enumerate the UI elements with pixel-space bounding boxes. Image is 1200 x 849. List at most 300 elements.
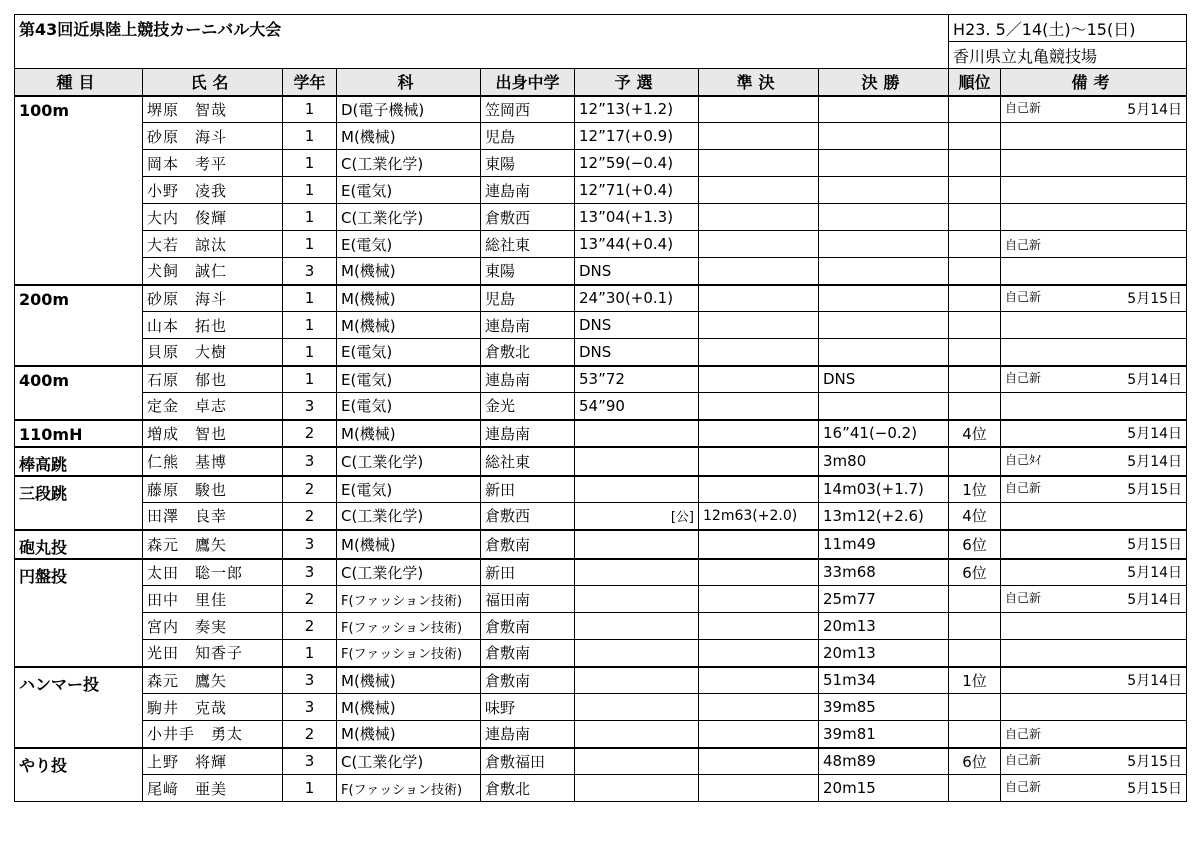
remarks-cell — [1001, 476, 1187, 503]
remark-date: 5月15日 — [1127, 482, 1183, 499]
table-row — [15, 177, 1187, 204]
final-cell: 16”41(−0.2) — [819, 420, 949, 447]
table-row — [15, 285, 1187, 312]
remarks-cell — [1001, 258, 1187, 285]
col-header-name: 氏名 — [143, 69, 283, 96]
semi-cell — [699, 586, 819, 613]
school-cell: 倉敷福田 — [481, 748, 575, 775]
athlete-name: 砂原 海斗 — [143, 285, 283, 312]
final-cell: 3m80 — [819, 447, 949, 476]
rank-cell — [949, 231, 1001, 258]
semi-cell — [699, 312, 819, 339]
table-row — [15, 204, 1187, 231]
event-cell: 110mH — [15, 420, 143, 447]
remarks-cell — [1001, 667, 1187, 694]
remarks-cell — [1001, 447, 1187, 476]
school-cell: 連島南 — [481, 366, 575, 393]
remarks-cell — [1001, 96, 1187, 123]
grade-cell: 2 — [283, 420, 337, 447]
rank-cell — [949, 393, 1001, 420]
table-row — [15, 393, 1187, 420]
semi-cell — [699, 694, 819, 721]
athlete-name: 尾﨑 亜美 — [143, 775, 283, 802]
dept-cell: C(工業化学) — [337, 559, 481, 586]
event-cell: 棒高跳 — [15, 447, 143, 476]
prelim-cell — [575, 775, 699, 802]
prelim-cell: 24”30(+0.1) — [575, 285, 699, 312]
rank-cell: 6位 — [949, 748, 1001, 775]
prelim-cell — [575, 586, 699, 613]
col-header-dept: 科 — [337, 69, 481, 96]
prelim-cell — [575, 667, 699, 694]
rank-cell — [949, 123, 1001, 150]
dept-cell: M(機械) — [337, 420, 481, 447]
school-cell: 連島南 — [481, 312, 575, 339]
athlete-name: 森元 鷹矢 — [143, 530, 283, 559]
grade-cell: 3 — [283, 559, 337, 586]
remarks-cell — [1001, 420, 1187, 447]
athlete-name: 駒井 克哉 — [143, 694, 283, 721]
remark-note: 自己新 — [1005, 753, 1042, 768]
dept-cell: C(工業化学) — [337, 503, 481, 530]
athlete-name: 田中 里佳 — [143, 586, 283, 613]
final-cell: 20m13 — [819, 640, 949, 667]
athlete-name: 田澤 良幸 — [143, 503, 283, 530]
school-cell: 児島 — [481, 285, 575, 312]
remark-note: 自己新 — [1005, 237, 1042, 252]
athlete-name: 小井手 勇太 — [143, 721, 283, 748]
semi-cell — [699, 613, 819, 640]
table-row — [15, 721, 1187, 748]
rank-cell — [949, 285, 1001, 312]
semi-cell — [699, 150, 819, 177]
dept-cell: E(電気) — [337, 366, 481, 393]
grade-cell: 3 — [283, 530, 337, 559]
athlete-name: 宮内 奏実 — [143, 613, 283, 640]
remarks-cell — [1001, 177, 1187, 204]
school-cell: 東陽 — [481, 258, 575, 285]
dept-cell: C(工業化学) — [337, 150, 481, 177]
prelim-cell: 54”90 — [575, 393, 699, 420]
prelim-cell — [575, 559, 699, 586]
meet-date: H23. 5／14(土)〜15(日) — [949, 15, 1187, 42]
grade-cell: 2 — [283, 721, 337, 748]
final-cell: 20m15 — [819, 775, 949, 802]
rank-cell — [949, 721, 1001, 748]
col-header-event: 種目 — [15, 69, 143, 96]
grade-cell: 1 — [283, 231, 337, 258]
prelim-cell: 12”13(+1.2) — [575, 96, 699, 123]
remark-date: 5月14日 — [1127, 592, 1183, 608]
semi-cell — [699, 366, 819, 393]
final-cell — [819, 123, 949, 150]
athlete-name: 小野 凌我 — [143, 177, 283, 204]
semi-cell — [699, 393, 819, 420]
grade-cell: 1 — [283, 177, 337, 204]
remark-date: 5月14日 — [1127, 454, 1183, 470]
prelim-cell: DNS — [575, 312, 699, 339]
remark-date: 5月14日 — [1127, 102, 1183, 119]
semi-cell — [699, 530, 819, 559]
col-header-semi: 準決 — [699, 69, 819, 96]
col-header-final: 決勝 — [819, 69, 949, 96]
remark-date: 5月14日 — [1127, 372, 1183, 389]
semi-cell — [699, 204, 819, 231]
final-cell — [819, 231, 949, 258]
grade-cell: 3 — [283, 393, 337, 420]
dept-cell: M(機械) — [337, 694, 481, 721]
dept-cell: C(工業化学) — [337, 447, 481, 476]
rank-cell — [949, 150, 1001, 177]
semi-cell — [699, 775, 819, 802]
remark-date: 5月14日 — [1127, 673, 1183, 690]
athlete-name: 増成 智也 — [143, 420, 283, 447]
grade-cell: 3 — [283, 694, 337, 721]
semi-cell — [699, 420, 819, 447]
athlete-name: 仁熊 基博 — [143, 447, 283, 476]
school-cell: 福田南 — [481, 586, 575, 613]
semi-cell — [699, 476, 819, 503]
prelim-cell: 13”04(+1.3) — [575, 204, 699, 231]
school-cell: 倉敷南 — [481, 530, 575, 559]
final-cell — [819, 258, 949, 285]
remarks-cell — [1001, 366, 1187, 393]
remarks-cell — [1001, 312, 1187, 339]
table-row — [15, 150, 1187, 177]
prelim-cell — [575, 694, 699, 721]
table-row — [15, 123, 1187, 150]
semi-cell — [699, 258, 819, 285]
athlete-name: 砂原 海斗 — [143, 123, 283, 150]
dept-cell: M(機械) — [337, 530, 481, 559]
remarks-cell — [1001, 613, 1187, 640]
final-cell — [819, 150, 949, 177]
grade-cell: 1 — [283, 96, 337, 123]
dept-cell: M(機械) — [337, 721, 481, 748]
dept-cell: E(電気) — [337, 339, 481, 366]
rank-cell — [949, 775, 1001, 802]
grade-cell: 3 — [283, 447, 337, 476]
semi-cell — [699, 667, 819, 694]
rank-cell — [949, 177, 1001, 204]
table-row — [15, 748, 1187, 775]
remarks-cell — [1001, 748, 1187, 775]
school-cell: 倉敷北 — [481, 339, 575, 366]
grade-cell: 1 — [283, 285, 337, 312]
remark-date: 5月15日 — [1127, 754, 1183, 771]
athlete-name: 藤原 駿也 — [143, 476, 283, 503]
rank-cell — [949, 586, 1001, 613]
event-cell: 円盤投 — [15, 559, 143, 667]
dept-cell: C(工業化学) — [337, 204, 481, 231]
semi-cell — [699, 559, 819, 586]
semi-cell — [699, 123, 819, 150]
final-cell: 39m81 — [819, 721, 949, 748]
athlete-name: 大若 諒汰 — [143, 231, 283, 258]
final-cell: 11m49 — [819, 530, 949, 559]
dept-cell: E(電気) — [337, 231, 481, 258]
grade-cell: 2 — [283, 586, 337, 613]
table-row — [15, 775, 1187, 802]
athlete-name: 岡本 考平 — [143, 150, 283, 177]
final-cell — [819, 393, 949, 420]
school-cell: 倉敷西 — [481, 503, 575, 530]
event-cell: 400m — [15, 366, 143, 420]
semi-cell: 12m63(+2.0) — [699, 503, 819, 530]
prelim-cell — [575, 447, 699, 476]
school-cell: 倉敷南 — [481, 613, 575, 640]
rank-cell — [949, 447, 1001, 476]
table-row — [15, 339, 1187, 366]
semi-cell — [699, 721, 819, 748]
prelim-cell: DNS — [575, 258, 699, 285]
col-header-remarks: 備考 — [1001, 69, 1187, 96]
grade-cell: 3 — [283, 667, 337, 694]
dept-cell: E(電気) — [337, 177, 481, 204]
semi-cell — [699, 177, 819, 204]
remarks-cell — [1001, 204, 1187, 231]
rank-cell — [949, 312, 1001, 339]
rank-cell — [949, 339, 1001, 366]
prelim-cell: [公] — [575, 503, 699, 530]
semi-cell — [699, 748, 819, 775]
grade-cell: 1 — [283, 775, 337, 802]
remark-note: 自己新 — [1005, 591, 1042, 605]
rank-cell — [949, 258, 1001, 285]
col-header-rank: 順位 — [949, 69, 1001, 96]
table-row — [15, 420, 1187, 447]
athlete-name: 森元 鷹矢 — [143, 667, 283, 694]
remark-note: 自己ﾀｲ — [1005, 453, 1042, 467]
school-cell: 総社東 — [481, 447, 575, 476]
meet-venue: 香川県立丸亀競技場 — [949, 42, 1187, 69]
rank-cell: 6位 — [949, 530, 1001, 559]
remark-note: 自己新 — [1005, 727, 1042, 742]
dept-cell: M(機械) — [337, 285, 481, 312]
school-cell: 倉敷北 — [481, 775, 575, 802]
dept-cell: E(電気) — [337, 393, 481, 420]
event-cell: ハンマー投 — [15, 667, 143, 748]
final-cell: 33m68 — [819, 559, 949, 586]
final-cell: 25m77 — [819, 586, 949, 613]
rank-cell — [949, 366, 1001, 393]
final-cell: 13m12(+2.6) — [819, 503, 949, 530]
final-cell: DNS — [819, 366, 949, 393]
dept-cell: F(ファッション技術) — [337, 613, 481, 640]
table-row — [15, 613, 1187, 640]
rank-cell — [949, 640, 1001, 667]
table-row — [15, 231, 1187, 258]
remark-note: 自己新 — [1005, 371, 1042, 386]
grade-cell: 2 — [283, 476, 337, 503]
remarks-cell — [1001, 503, 1187, 530]
table-row — [15, 640, 1187, 667]
col-header-grade: 学年 — [283, 69, 337, 96]
event-cell: 三段跳 — [15, 476, 143, 530]
athlete-name: 太田 聡一郎 — [143, 559, 283, 586]
remarks-cell — [1001, 530, 1187, 559]
prelim-cell — [575, 748, 699, 775]
col-header-prelim: 予選 — [575, 69, 699, 96]
remark-date: 5月15日 — [1127, 291, 1183, 308]
final-cell: 48m89 — [819, 748, 949, 775]
remark-note: 自己新 — [1005, 101, 1042, 116]
table-row — [15, 447, 1187, 476]
grade-cell: 2 — [283, 613, 337, 640]
event-cell: 100m — [15, 96, 143, 285]
rank-cell — [949, 204, 1001, 231]
remarks-cell — [1001, 640, 1187, 667]
remarks-cell — [1001, 123, 1187, 150]
remark-date: 5月15日 — [1127, 781, 1183, 797]
dept-cell: D(電子機械) — [337, 96, 481, 123]
rank-cell: 1位 — [949, 476, 1001, 503]
final-cell — [819, 96, 949, 123]
remark-note: 自己新 — [1005, 481, 1042, 496]
semi-cell — [699, 339, 819, 366]
athlete-name: 大内 俊輝 — [143, 204, 283, 231]
table-row — [15, 503, 1187, 530]
remarks-cell — [1001, 285, 1187, 312]
grade-cell: 1 — [283, 204, 337, 231]
athlete-name: 堺原 智哉 — [143, 96, 283, 123]
semi-cell — [699, 231, 819, 258]
event-cell: 砲丸投 — [15, 530, 143, 559]
table-row — [15, 312, 1187, 339]
event-cell: 200m — [15, 285, 143, 366]
final-cell — [819, 204, 949, 231]
remarks-cell — [1001, 586, 1187, 613]
table-row — [15, 476, 1187, 503]
prelim-cell — [575, 476, 699, 503]
dept-cell: M(機械) — [337, 258, 481, 285]
school-cell: 児島 — [481, 123, 575, 150]
athlete-name: 上野 将輝 — [143, 748, 283, 775]
final-cell — [819, 339, 949, 366]
remarks-cell — [1001, 231, 1187, 258]
table-row — [15, 96, 1187, 123]
results-sheet — [14, 14, 1186, 830]
athlete-name: 定金 卓志 — [143, 393, 283, 420]
final-cell — [819, 312, 949, 339]
dept-cell: M(機械) — [337, 123, 481, 150]
athlete-name: 貝原 大樹 — [143, 339, 283, 366]
school-cell: 連島南 — [481, 420, 575, 447]
rank-cell — [949, 613, 1001, 640]
school-cell: 連島南 — [481, 177, 575, 204]
semi-cell — [699, 447, 819, 476]
school-cell: 新田 — [481, 476, 575, 503]
results-table — [14, 14, 1187, 802]
school-cell: 新田 — [481, 559, 575, 586]
prelim-cell: 12”71(+0.4) — [575, 177, 699, 204]
dept-cell: M(機械) — [337, 312, 481, 339]
semi-cell — [699, 640, 819, 667]
remarks-cell — [1001, 393, 1187, 420]
final-cell: 39m85 — [819, 694, 949, 721]
grade-cell: 1 — [283, 150, 337, 177]
prelim-cell — [575, 613, 699, 640]
prelim-cell — [575, 640, 699, 667]
table-row — [15, 366, 1187, 393]
grade-cell: 1 — [283, 640, 337, 667]
grade-cell: 1 — [283, 339, 337, 366]
prelim-cell: 12”17(+0.9) — [575, 123, 699, 150]
rank-cell — [949, 694, 1001, 721]
event-cell: やり投 — [15, 748, 143, 802]
prelim-cell: 13”44(+0.4) — [575, 231, 699, 258]
rank-cell: 4位 — [949, 420, 1001, 447]
dept-cell: F(ファッション技術) — [337, 586, 481, 613]
prelim-cell — [575, 530, 699, 559]
column-header-row — [15, 69, 1187, 96]
athlete-name: 石原 郁也 — [143, 366, 283, 393]
grade-cell: 3 — [283, 748, 337, 775]
grade-cell: 1 — [283, 312, 337, 339]
table-row — [15, 530, 1187, 559]
final-cell — [819, 177, 949, 204]
final-cell — [819, 285, 949, 312]
prelim-cell: DNS — [575, 339, 699, 366]
table-row — [15, 667, 1187, 694]
school-cell: 総社東 — [481, 231, 575, 258]
prelim-cell — [575, 420, 699, 447]
school-cell: 倉敷南 — [481, 640, 575, 667]
table-row — [15, 559, 1187, 586]
school-cell: 金光 — [481, 393, 575, 420]
remark-date: 5月14日 — [1127, 565, 1183, 582]
prelim-cell: 12”59(−0.4) — [575, 150, 699, 177]
remarks-cell — [1001, 339, 1187, 366]
prelim-cell: 53”72 — [575, 366, 699, 393]
athlete-name: 犬飼 誠仁 — [143, 258, 283, 285]
dept-cell: F(ファッション技術) — [337, 775, 481, 802]
table-row — [15, 586, 1187, 613]
dept-cell: F(ファッション技術) — [337, 640, 481, 667]
school-cell: 倉敷西 — [481, 204, 575, 231]
grade-cell: 1 — [283, 123, 337, 150]
school-cell: 東陽 — [481, 150, 575, 177]
school-cell: 味野 — [481, 694, 575, 721]
final-cell: 20m13 — [819, 613, 949, 640]
remarks-cell — [1001, 721, 1187, 748]
remarks-cell — [1001, 775, 1187, 802]
school-cell: 倉敷南 — [481, 667, 575, 694]
remarks-cell — [1001, 150, 1187, 177]
table-row — [15, 694, 1187, 721]
grade-cell: 2 — [283, 503, 337, 530]
athlete-name: 光田 知香子 — [143, 640, 283, 667]
prelim-cell — [575, 721, 699, 748]
rank-cell: 6位 — [949, 559, 1001, 586]
dept-cell: C(工業化学) — [337, 748, 481, 775]
remarks-cell — [1001, 694, 1187, 721]
semi-cell — [699, 96, 819, 123]
remark-note: 自己新 — [1005, 290, 1042, 305]
school-cell: 連島南 — [481, 721, 575, 748]
school-cell: 笠岡西 — [481, 96, 575, 123]
final-cell: 14m03(+1.7) — [819, 476, 949, 503]
dept-cell: E(電気) — [337, 476, 481, 503]
col-header-school: 出身中学 — [481, 69, 575, 96]
remarks-cell — [1001, 559, 1187, 586]
final-cell: 51m34 — [819, 667, 949, 694]
remark-date: 5月14日 — [1127, 426, 1183, 442]
athlete-name: 山本 拓也 — [143, 312, 283, 339]
grade-cell: 1 — [283, 366, 337, 393]
rank-cell: 4位 — [949, 503, 1001, 530]
semi-cell — [699, 285, 819, 312]
